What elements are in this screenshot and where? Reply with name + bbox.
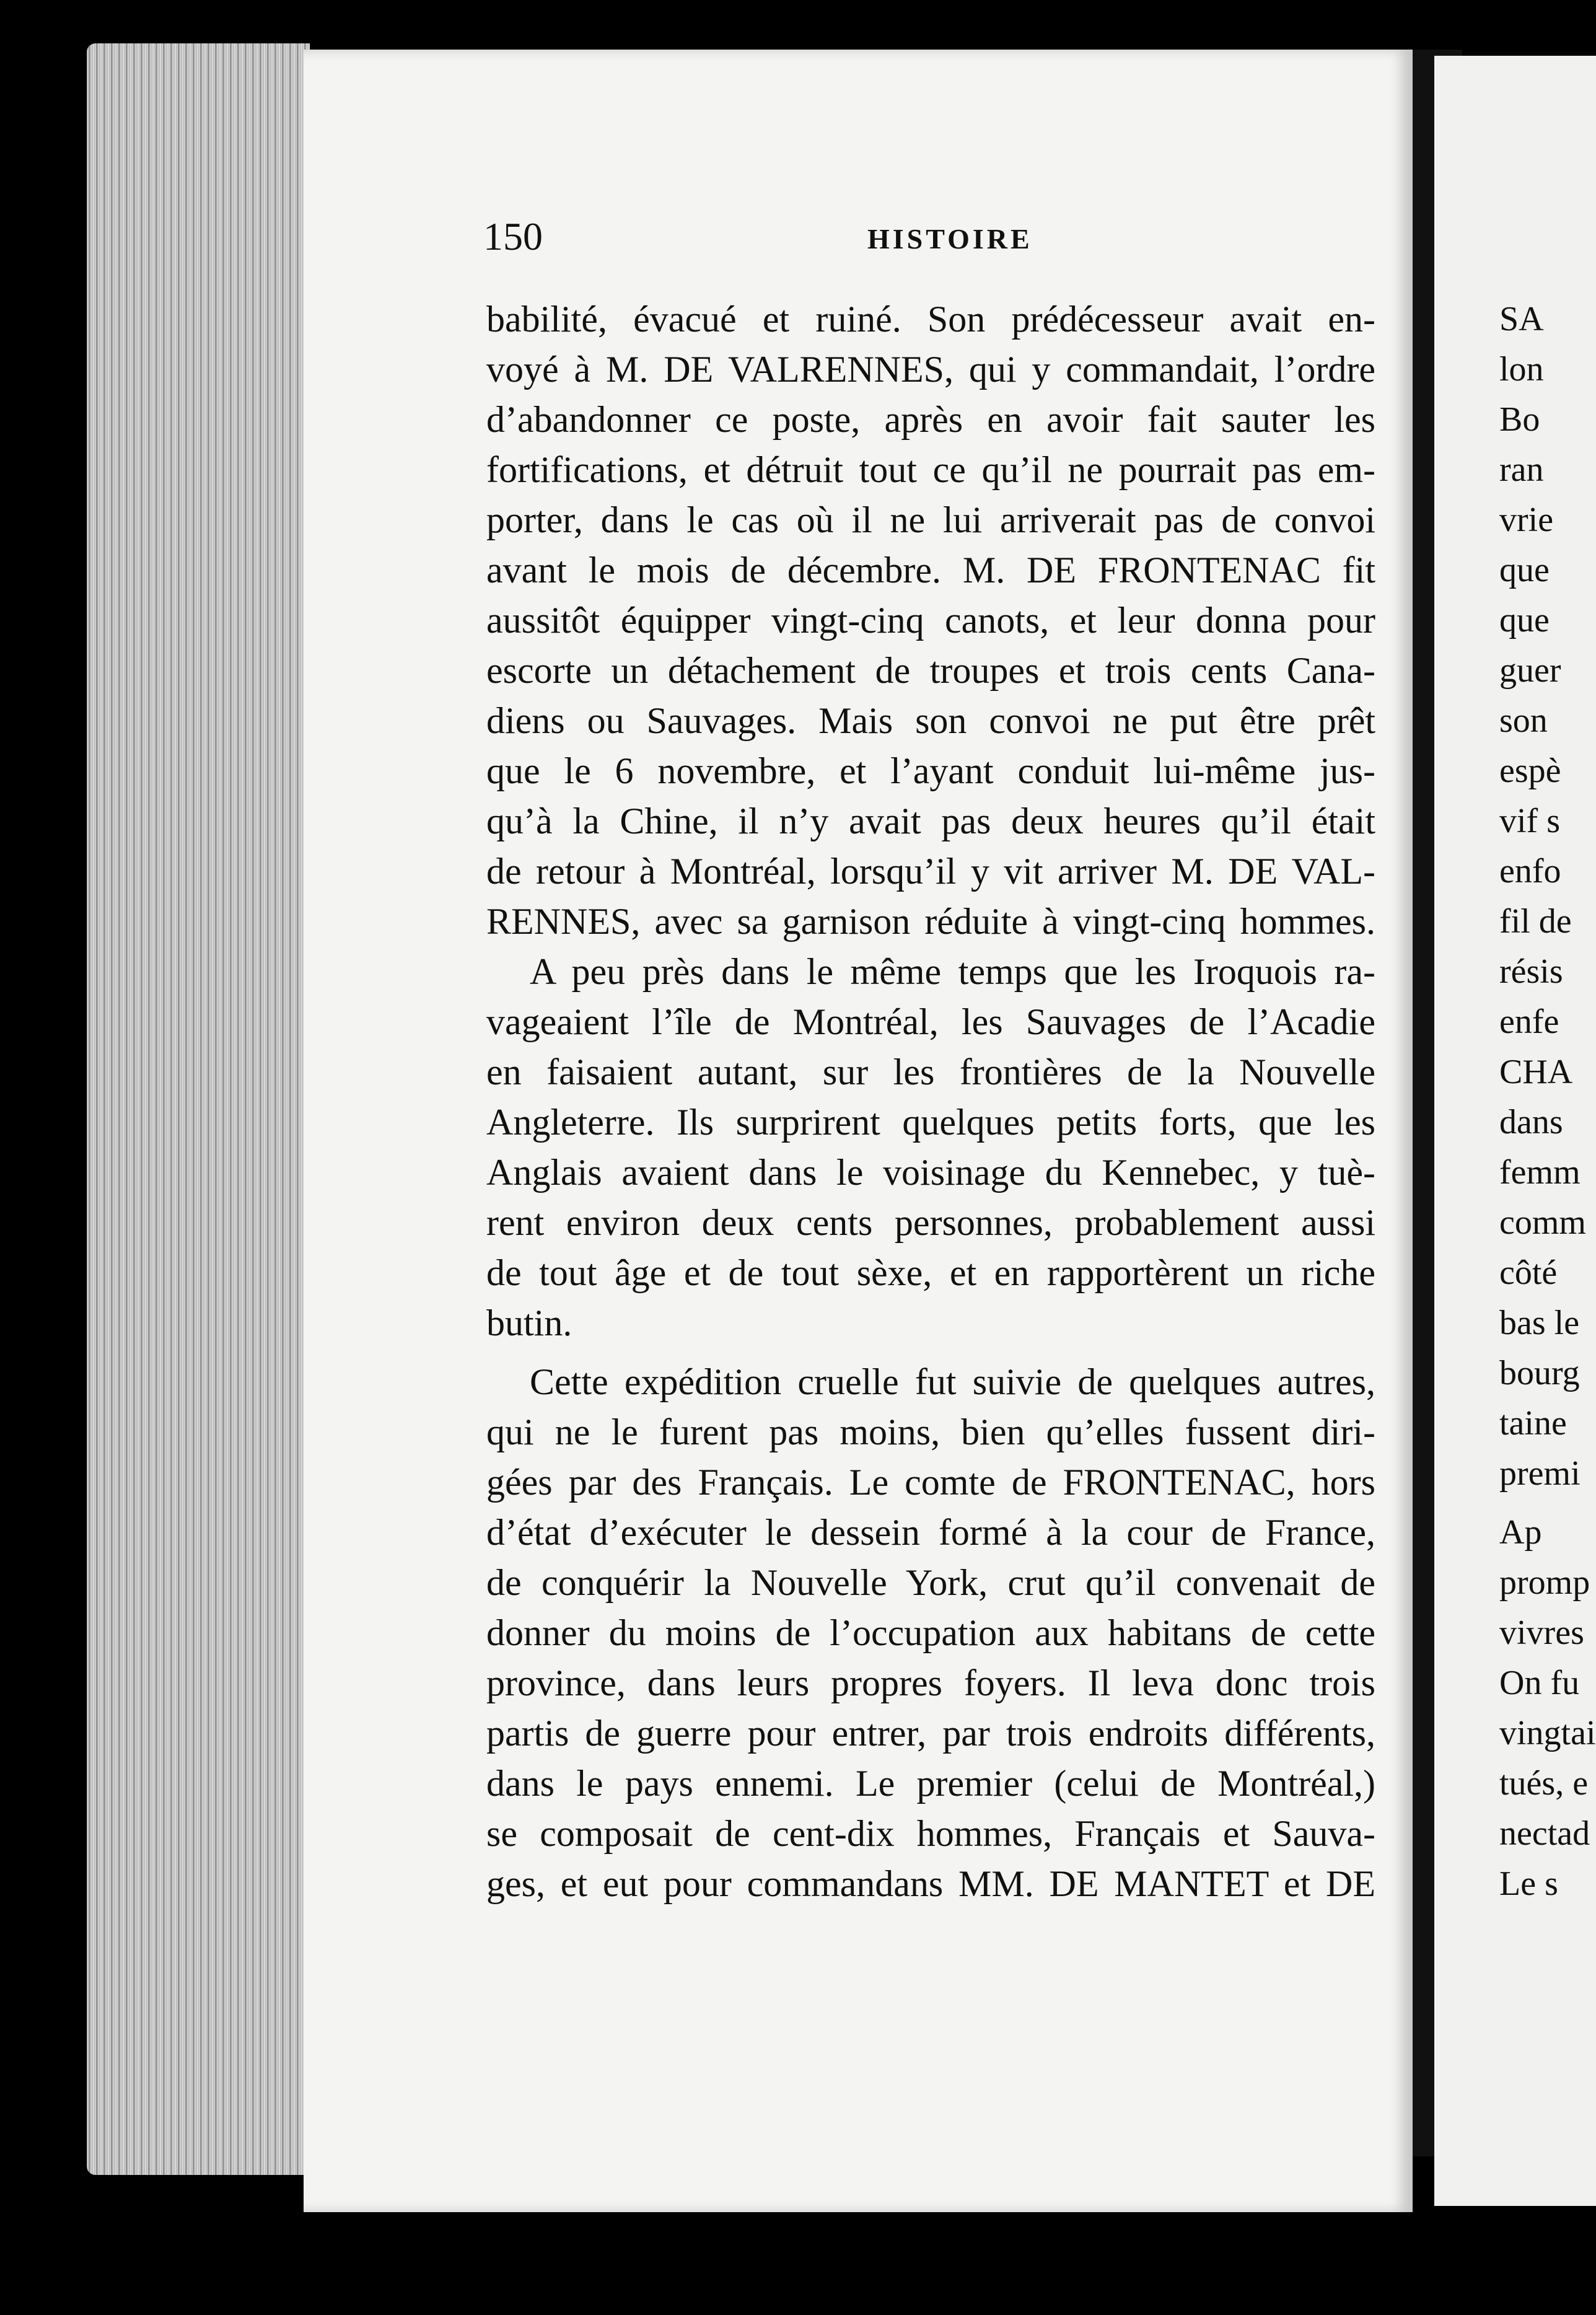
facing-line: tués, e: [1499, 1764, 1589, 1803]
facing-line: Le s: [1499, 1865, 1558, 1903]
facing-line: taine: [1499, 1404, 1567, 1443]
text-line: Angleterre. Ils surprirent quelques petits forts, que les: [486, 1102, 1375, 1143]
text-line: Anglais avaient dans le voisinage du Kennebec, y tuè-: [486, 1152, 1375, 1193]
text-line: de tout âge et de tout sèxe, et en rapportèrent un riche: [486, 1252, 1375, 1293]
text-line: qui ne le furent pas moins, bien qu’elles fussent diri-: [486, 1412, 1375, 1452]
facing-line: que: [1499, 601, 1550, 639]
text-line: d’abandonner ce poste, après en avoir fait sauter les: [486, 399, 1375, 440]
facing-line: CHA: [1499, 1053, 1573, 1091]
running-head: [483, 214, 1382, 270]
text-line: se composait de cent-dix hommes, Français et Sauva-: [486, 1813, 1375, 1854]
facing-line: Bo: [1499, 400, 1540, 439]
text-line: qu’à la Chine, il n’y avait pas deux heures qu’il était: [486, 801, 1375, 841]
page-number: 150: [483, 214, 543, 258]
facing-line: résis: [1499, 952, 1563, 991]
text-line: de retour à Montréal, lorsqu’il y vit arriver M. DE VAL-: [486, 851, 1375, 892]
text-line: babilité, évacué et ruiné. Son prédécesseur avait en-: [486, 299, 1375, 340]
facing-line: dans: [1499, 1103, 1563, 1141]
text-line: partis de guerre pour entrer, par trois endroits différents,: [486, 1713, 1375, 1754]
facing-line: côté: [1499, 1254, 1558, 1292]
text-line: ges, et eut pour commandans MM. DE MANTET et DE: [486, 1863, 1375, 1904]
facing-line: fil de: [1499, 902, 1572, 941]
text-line: dans le pays ennemi. Le premier (celui de Montréal,): [486, 1763, 1375, 1804]
facing-line: lon: [1499, 350, 1544, 389]
facing-line: que: [1499, 551, 1550, 589]
text-line: gées par des Français. Le comte de FRONTENAC, hors: [486, 1462, 1375, 1503]
text-line: voyé à M. DE VALRENNES, qui y commandait, l’ordre: [486, 349, 1375, 390]
facing-line: SA: [1499, 300, 1544, 338]
text-line: avant le mois de décembre. M. DE FRONTENAC fit: [486, 550, 1375, 591]
facing-line: enfo: [1499, 852, 1561, 890]
facing-line: son: [1499, 701, 1548, 740]
text-line: porter, dans le cas où il ne lui arriverait pas de convoi: [486, 499, 1375, 540]
facing-line: ran: [1499, 450, 1544, 489]
facing-line: enfe: [1499, 1003, 1559, 1041]
text-line: diens ou Sauvages. Mais son convoi ne put être prêt: [486, 700, 1375, 741]
facing-line: comm: [1499, 1203, 1586, 1242]
text-line: province, dans leurs propres foyers. Il leva donc trois: [486, 1663, 1375, 1703]
text-line: de conquérir la Nouvelle York, crut qu’il convenait de: [486, 1562, 1375, 1603]
text-line: Cette expédition cruelle fut suivie de quelques autres,: [530, 1361, 1375, 1402]
facing-line: premi: [1499, 1454, 1581, 1493]
facing-line: vingtai: [1499, 1714, 1596, 1752]
facing-line: espè: [1499, 752, 1561, 790]
facing-line: vif s: [1499, 802, 1560, 840]
text-line: que le 6 novembre, et l’ayant conduit lui-même jus-: [486, 750, 1375, 791]
book-page-edges: [87, 43, 310, 2175]
text-line: butin.: [486, 1302, 572, 1343]
text-line: vageaient l’île de Montréal, les Sauvages de l’Acadie: [486, 1001, 1375, 1042]
facing-line: bourg: [1499, 1354, 1580, 1392]
text-line: RENNES, avec sa garnison réduite à vingt-cinq hommes.: [486, 901, 1375, 942]
text-line: d’état d’exécuter le dessein formé à la cour de France,: [486, 1512, 1375, 1553]
facing-line: Ap: [1499, 1513, 1542, 1552]
facing-line: femm: [1499, 1153, 1581, 1192]
running-title: HISTOIRE: [867, 223, 1033, 255]
facing-line: vivres: [1499, 1614, 1584, 1652]
text-line: A peu près dans le même temps que les Iroquois ra-: [530, 951, 1375, 992]
text-line: aussitôt équipper vingt-cinq canots, et leur donna pour: [486, 600, 1375, 641]
text-line: fortifications, et détruit tout ce qu’il ne pourrait pas em-: [486, 449, 1375, 490]
facing-line: vrie: [1499, 501, 1554, 539]
text-line: rent environ deux cents personnes, probablement aussi: [486, 1202, 1375, 1243]
facing-line: guer: [1499, 651, 1561, 690]
facing-line: bas le: [1499, 1304, 1580, 1342]
text-line: en faisaient autant, sur les frontières de la Nouvelle: [486, 1052, 1375, 1092]
facing-page-text: [1499, 294, 1596, 1909]
facing-line: nectad: [1499, 1814, 1590, 1853]
facing-line: On fu: [1499, 1664, 1580, 1702]
text-line: escorte un détachement de troupes et trois cents Cana-: [486, 650, 1375, 691]
paragraph-gap: [486, 1348, 1375, 1357]
body-text: [486, 294, 1375, 1909]
facing-line: promp: [1499, 1563, 1590, 1602]
text-line: donner du moins de l’occupation aux habitans de cette: [486, 1612, 1375, 1653]
